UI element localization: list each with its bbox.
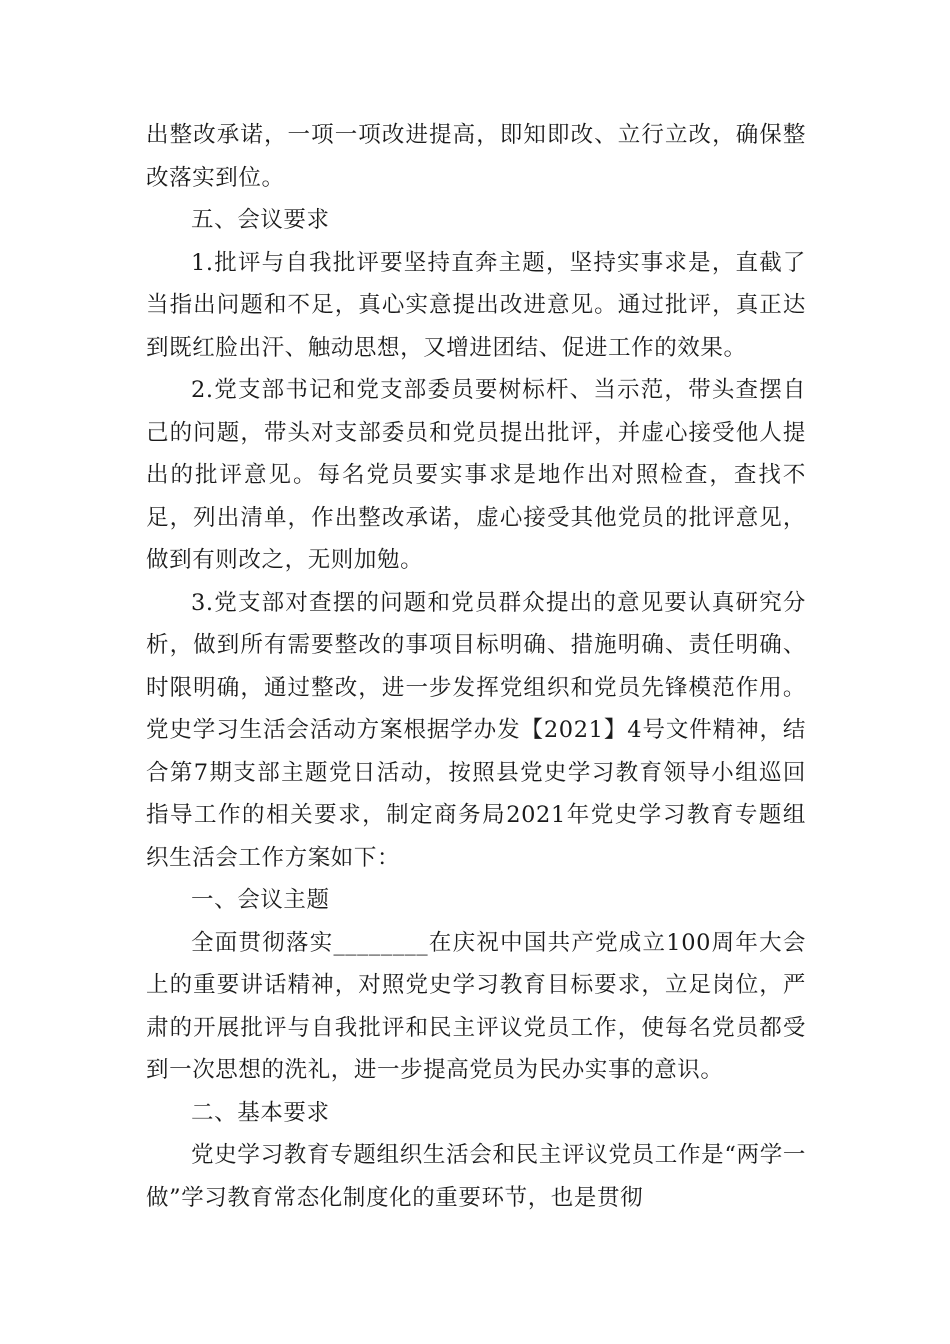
requirement-item-1: 1.批评与自我批评要坚持直奔主题，坚持实事求是，直截了当指出问题和不足，真心实意提出改进意见。通过批评，真正达到既红脸出汗、触动思想，又增进团结、促进工作的效果。 (146, 249, 806, 361)
section-heading-basic-requirements: 二、基本要求 (191, 1099, 330, 1126)
document-body (146, 114, 806, 1219)
paragraph-basic-requirements: 党史学习教育专题组织生活会和民主评议党员工作是“两学一做”学习教育常态化制度化的重要环节，也是贯彻 (146, 1142, 806, 1211)
section-heading-meeting-requirements: 五、会议要求 (191, 207, 330, 233)
requirement-item-3: 3.党支部对查摆的问题和党员群众提出的意见要认真研究分析，做到所有需要整改的事项目标明确、措施明确、责任明确、时限明确，通过整改，进一步发挥党组织和党员先锋模范作用。党史学习生活会活动方案根据学办发【2021】4号文件精神，结合第7期支部主题党日活动，按照县党史学习教育领导小组巡回指导工作的相关要求，制定商务局2021年党史学习教育专题组织生活会工作方案如下： (146, 589, 806, 871)
paragraph-meeting-theme: 全面贯彻落实________在庆祝中国共产党成立100周年大会上的重要讲话精神，对照党史学习教育目标要求，立足岗位，严肃的开展批评与自我批评和民主评议党员工作，使每名党员都受到一次思想的洗礼，进一步提高党员为民办实事的意识。 (146, 929, 806, 1083)
paragraph-continuation: 出整改承诺，一项一项改进提高，即知即改、立行立改，确保整改落实到位。 (146, 122, 806, 191)
section-heading-meeting-theme: 一、会议主题 (191, 887, 330, 913)
requirement-item-2: 2.党支部书记和党支部委员要树标杆、当示范，带头查摆自己的问题，带头对支部委员和党员提出批评，并虚心接受他人提出的批评意见。每名党员要实事求是地作出对照检查，查找不足，列出清单，作出整改承诺，虚心接受其他党员的批评意见，做到有则改之，无则加勉。 (146, 377, 806, 573)
